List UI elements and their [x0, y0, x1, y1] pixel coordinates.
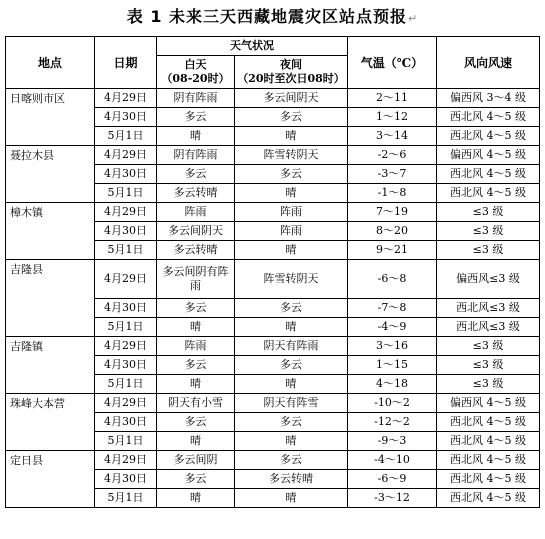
date-cell: 4月30日 [95, 299, 157, 318]
day-weather-cell: 多云 [157, 299, 235, 318]
day-weather-cell: 晴 [157, 375, 235, 394]
wind-cell: 偏西风 4～5 级 [437, 394, 540, 413]
header-wind: 风向风速 [437, 37, 540, 89]
day-weather-cell: 多云间阴有阵雨 [157, 260, 235, 299]
night-weather-cell: 多云 [235, 413, 348, 432]
station-name: 日喀则市区 [6, 89, 95, 146]
temperature-cell: -3～12 [348, 489, 437, 508]
temperature-cell: 1～15 [348, 356, 437, 375]
date-cell: 5月1日 [95, 127, 157, 146]
date-cell: 4月30日 [95, 470, 157, 489]
night-weather-cell: 多云 [235, 165, 348, 184]
temperature-cell: 7～19 [348, 203, 437, 222]
date-cell: 4月29日 [95, 89, 157, 108]
temperature-cell: -2～6 [348, 146, 437, 165]
night-weather-cell: 多云 [235, 356, 348, 375]
day-weather-cell: 多云 [157, 108, 235, 127]
wind-cell: 西北风 4～5 级 [437, 108, 540, 127]
temperature-cell: -7～8 [348, 299, 437, 318]
forecast-table [5, 36, 540, 508]
temperature-cell: -6～9 [348, 470, 437, 489]
date-cell: 4月29日 [95, 337, 157, 356]
day-weather-cell: 多云间阴 [157, 451, 235, 470]
station-name: 定日县 [6, 451, 95, 508]
wind-cell: 西北风 4～5 级 [437, 451, 540, 470]
temperature-cell: -6～8 [348, 260, 437, 299]
wind-cell: ≤3 级 [437, 375, 540, 394]
temperature-cell: 4～18 [348, 375, 437, 394]
night-weather-cell: 多云转晴 [235, 470, 348, 489]
night-weather-cell: 阴天有阵雨 [235, 337, 348, 356]
day-weather-cell: 晴 [157, 432, 235, 451]
wind-cell: 偏西风≤3 级 [437, 260, 540, 299]
temperature-cell: -12～2 [348, 413, 437, 432]
table-body [6, 89, 540, 508]
temperature-cell: 9～21 [348, 241, 437, 260]
night-weather-cell: 晴 [235, 489, 348, 508]
day-weather-cell: 多云 [157, 470, 235, 489]
wind-cell: 西北风 4～5 级 [437, 432, 540, 451]
header-night: 夜间 （20时至次日08时） [235, 56, 348, 89]
date-cell: 4月29日 [95, 451, 157, 470]
night-weather-cell: 阵雨 [235, 203, 348, 222]
day-weather-cell: 多云转晴 [157, 184, 235, 203]
temperature-cell: 3～14 [348, 127, 437, 146]
date-cell: 5月1日 [95, 375, 157, 394]
day-weather-cell: 阵雨 [157, 203, 235, 222]
day-weather-cell: 晴 [157, 127, 235, 146]
table-title: 表 1 未来三天西藏地震灾区站点预报↵ [126, 7, 419, 26]
night-weather-cell: 晴 [235, 241, 348, 260]
wind-cell: 西北风 4～5 级 [437, 184, 540, 203]
night-weather-cell: 晴 [235, 318, 348, 337]
temperature-cell: -4～10 [348, 451, 437, 470]
night-weather-cell: 晴 [235, 127, 348, 146]
temperature-cell: -4～9 [348, 318, 437, 337]
day-weather-cell: 晴 [157, 489, 235, 508]
station-name: 吉隆县 [6, 260, 95, 337]
date-cell: 4月30日 [95, 108, 157, 127]
night-weather-cell: 阴天有阵雪 [235, 394, 348, 413]
wind-cell: 西北风 4～5 级 [437, 413, 540, 432]
date-cell: 5月1日 [95, 318, 157, 337]
wind-cell: ≤3 级 [437, 222, 540, 241]
night-weather-cell: 多云 [235, 451, 348, 470]
date-cell: 4月30日 [95, 165, 157, 184]
night-weather-cell: 晴 [235, 432, 348, 451]
temperature-cell: -9～3 [348, 432, 437, 451]
date-cell: 5月1日 [95, 432, 157, 451]
table-row [6, 260, 540, 299]
date-cell: 4月29日 [95, 203, 157, 222]
header-date: 日期 [95, 37, 157, 89]
wind-cell: 偏西风 3～4 级 [437, 89, 540, 108]
wind-cell: 西北风 4～5 级 [437, 489, 540, 508]
temperature-cell: -1～8 [348, 184, 437, 203]
date-cell: 5月1日 [95, 184, 157, 203]
table-row [6, 394, 540, 413]
day-weather-cell: 多云 [157, 413, 235, 432]
day-weather-cell: 多云 [157, 165, 235, 184]
night-weather-cell: 多云 [235, 108, 348, 127]
table-row [6, 89, 540, 108]
wind-cell: 西北风≤3 级 [437, 299, 540, 318]
wind-cell: 西北风 4～5 级 [437, 470, 540, 489]
date-cell: 4月30日 [95, 356, 157, 375]
temperature-cell: 2～11 [348, 89, 437, 108]
temperature-cell: 1～12 [348, 108, 437, 127]
night-weather-cell: 多云 [235, 299, 348, 318]
night-weather-cell: 阵雨 [235, 222, 348, 241]
wind-cell: ≤3 级 [437, 203, 540, 222]
day-weather-cell: 阴有阵雨 [157, 89, 235, 108]
wind-cell: 西北风 4～5 级 [437, 165, 540, 184]
night-weather-cell: 阵雪转阴天 [235, 146, 348, 165]
date-cell: 4月29日 [95, 260, 157, 299]
day-weather-cell: 多云转晴 [157, 241, 235, 260]
day-weather-cell: 阵雨 [157, 337, 235, 356]
station-name: 珠峰大本营 [6, 394, 95, 451]
temperature-cell: 3～16 [348, 337, 437, 356]
day-weather-cell: 多云 [157, 356, 235, 375]
wind-cell: ≤3 级 [437, 337, 540, 356]
day-weather-cell: 多云间阴天 [157, 222, 235, 241]
header-weather: 天气状况 [157, 37, 348, 56]
temperature-cell: -10～2 [348, 394, 437, 413]
table-row [6, 451, 540, 470]
date-cell: 4月30日 [95, 222, 157, 241]
night-weather-cell: 阵雪转阴天 [235, 260, 348, 299]
wind-cell: 西北风≤3 级 [437, 318, 540, 337]
temperature-cell: -3～7 [348, 165, 437, 184]
header-temperature: 气温（℃） [348, 37, 437, 89]
table-row [6, 337, 540, 356]
date-cell: 4月29日 [95, 146, 157, 165]
station-name: 樟木镇 [6, 203, 95, 260]
night-weather-cell: 晴 [235, 375, 348, 394]
day-weather-cell: 晴 [157, 318, 235, 337]
date-cell: 5月1日 [95, 489, 157, 508]
temperature-cell: 8～20 [348, 222, 437, 241]
night-weather-cell: 多云间阴天 [235, 89, 348, 108]
wind-cell: ≤3 级 [437, 241, 540, 260]
wind-cell: ≤3 级 [437, 356, 540, 375]
header-location: 地点 [6, 37, 95, 89]
table-row [6, 146, 540, 165]
day-weather-cell: 阴天有小雪 [157, 394, 235, 413]
station-name: 吉隆镇 [6, 337, 95, 394]
wind-cell: 偏西风 4～5 级 [437, 146, 540, 165]
table-row [6, 203, 540, 222]
wind-cell: 西北风 4～5 级 [437, 127, 540, 146]
day-weather-cell: 阴有阵雨 [157, 146, 235, 165]
night-weather-cell: 晴 [235, 184, 348, 203]
date-cell: 5月1日 [95, 241, 157, 260]
station-name: 聂拉木县 [6, 146, 95, 203]
date-cell: 4月29日 [95, 394, 157, 413]
date-cell: 4月30日 [95, 413, 157, 432]
header-day: 白天 （08-20时） [157, 56, 235, 89]
